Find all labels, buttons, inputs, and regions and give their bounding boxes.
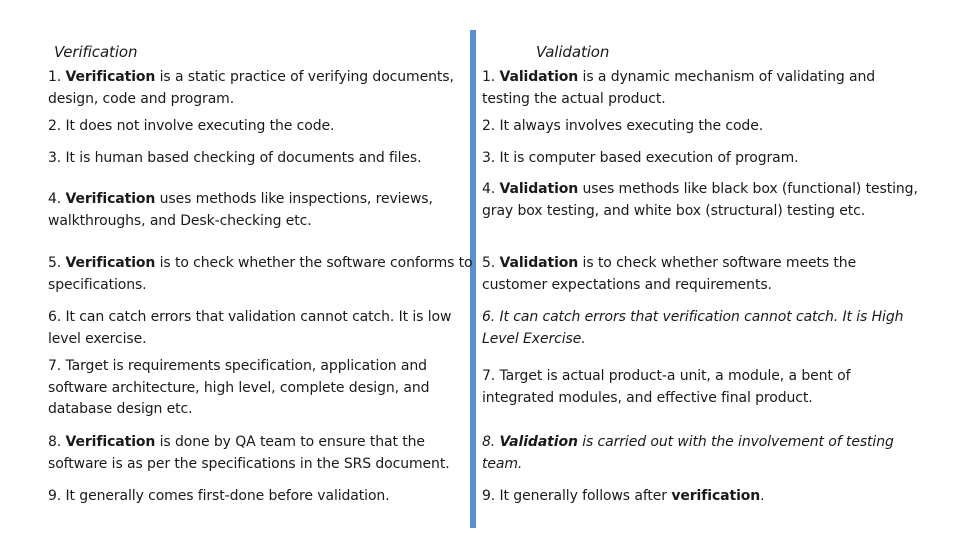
validation-point-4: 4. Validation uses methods like black box (functional) testing, gray box testing, and white box (structural) testing etc. (482, 181, 918, 219)
validation-point-3: 3. It is computer based execution of program. (482, 150, 799, 166)
verification-point-3: 3. It is human based checking of documents and files. (48, 150, 422, 166)
validation-point-7: 7. Target is actual product-a unit, a module, a bent of integrated modules, and effective final product. (482, 368, 851, 406)
verification-point-4: 4. Verification uses methods like inspections, reviews, walkthroughs, and Desk-checking etc. (48, 191, 433, 229)
validation-point-1: 1. Validation is a dynamic mechanism of validating and testing the actual product. (482, 69, 876, 107)
verification-point-9: 9. It generally comes first-done before validation. (48, 488, 390, 504)
verification-point-6: 6. It can catch errors that validation cannot catch. It is low level exercise. (48, 309, 452, 347)
verification-point-2: 2. It does not involve executing the code. (48, 118, 335, 134)
validation-point-8: 8. Validation is carried out with the involvement of testing team. (482, 434, 894, 472)
header-validation: Validation (536, 43, 610, 61)
validation-point-2: 2. It always involves executing the code. (482, 118, 764, 134)
validation-point-5: 5. Validation is to check whether software meets the customer expectations and requirements. (482, 255, 857, 293)
verification-point-1: 1. Verification is a static practice of verifying documents, design, code and program. (48, 69, 454, 107)
validation-point-6: 6. It can catch errors that verification cannot catch. It is High Level Exercise. (482, 309, 904, 347)
verification-point-7: 7. Target is requirements specification, application and software architecture, high level, complete design, and database design etc. (48, 358, 430, 417)
validation-point-9: 9. It generally follows after verification. (482, 488, 765, 504)
header-verification: Verification (54, 43, 138, 61)
verification-point-5: 5. Verification is to check whether the software conforms to specifications. (48, 255, 473, 293)
verification-point-8: 8. Verification is done by QA team to ensure that the software is as per the specifications in the SRS document. (48, 434, 450, 472)
